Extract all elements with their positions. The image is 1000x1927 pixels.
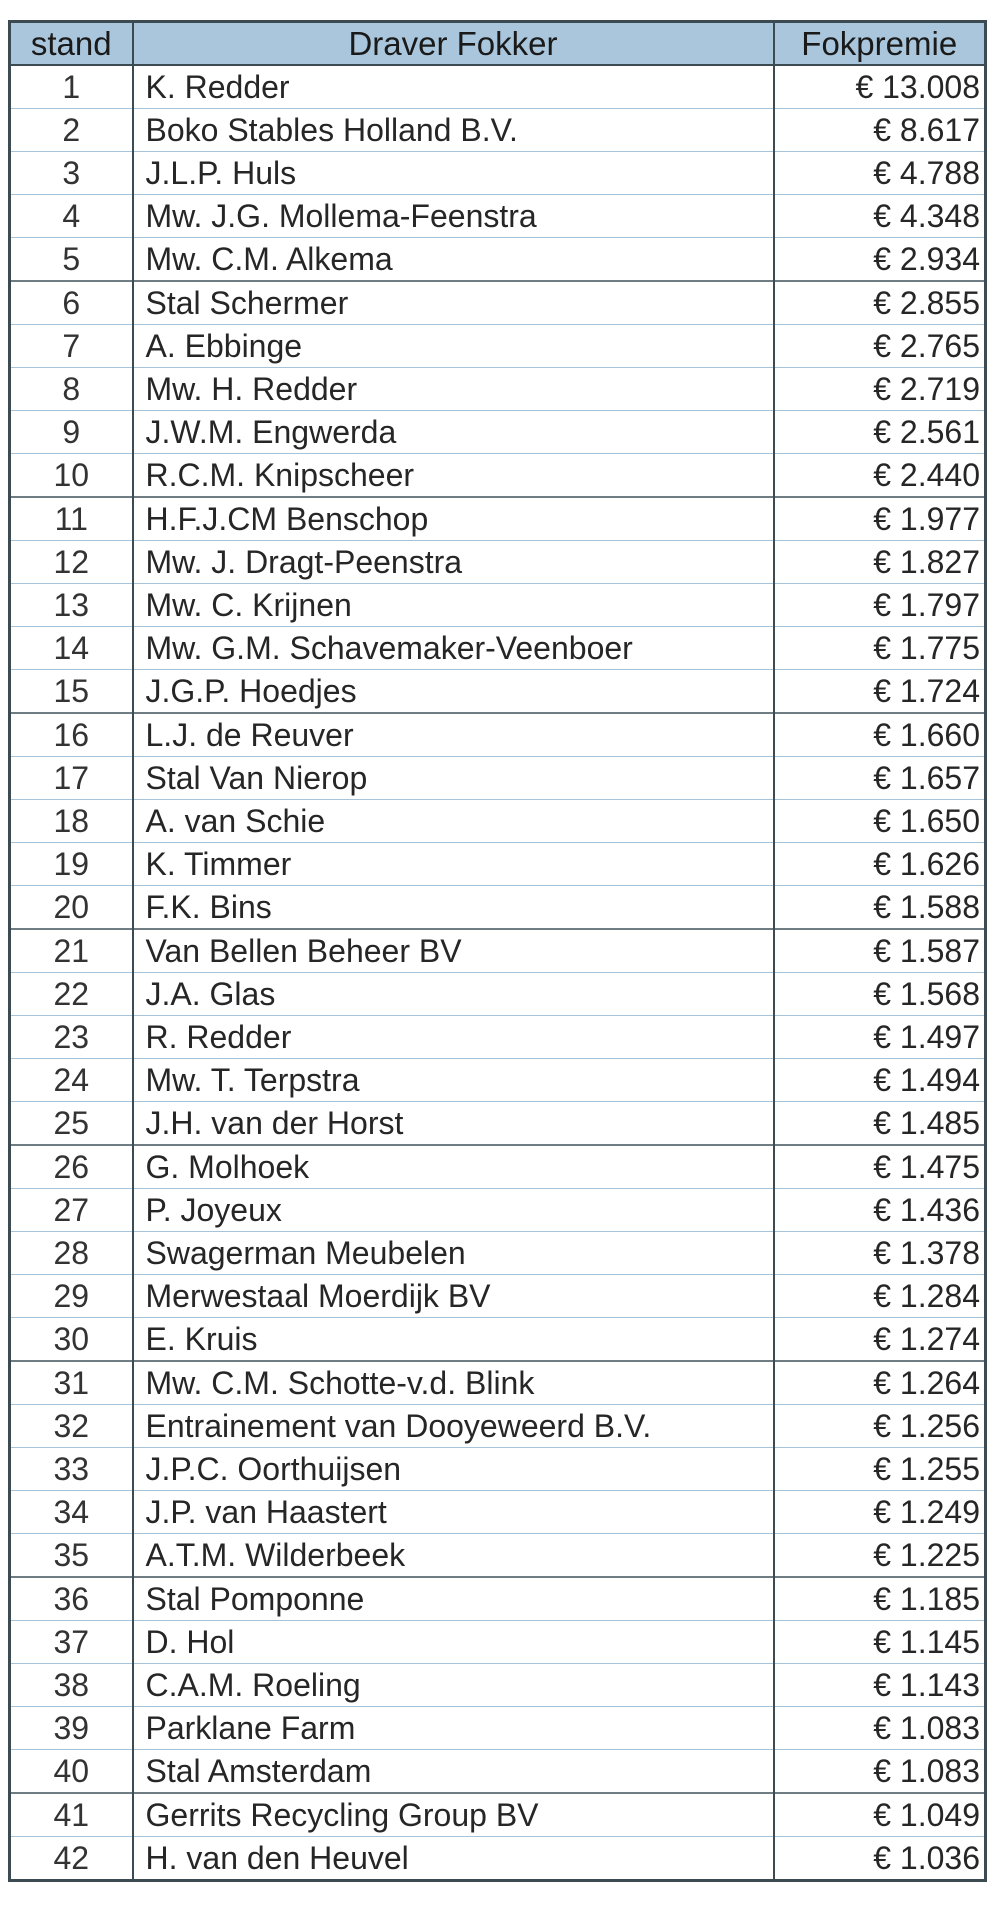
table-row [10, 152, 986, 195]
prize-cell: € 1.775 [774, 627, 986, 670]
breeder-cell: Mw. G.M. Schavemaker-Veenboer [133, 627, 774, 670]
prize-cell: € 2.855 [774, 281, 986, 325]
rank-cell: 31 [10, 1361, 133, 1405]
breeder-cell: Mw. H. Redder [133, 368, 774, 411]
rank-cell: 35 [10, 1534, 133, 1578]
table-row [10, 1534, 986, 1578]
table-row [10, 65, 986, 109]
breeder-cell: J.P. van Haastert [133, 1491, 774, 1534]
table-row [10, 1448, 986, 1491]
breeder-cell: Mw. J. Dragt-Peenstra [133, 541, 774, 584]
table-row [10, 713, 986, 757]
rank-cell: 38 [10, 1664, 133, 1707]
table-row [10, 627, 986, 670]
table-row [10, 541, 986, 584]
table-row [10, 411, 986, 454]
table-row [10, 886, 986, 930]
breeder-cell: A.T.M. Wilderbeek [133, 1534, 774, 1578]
breeder-cell: G. Molhoek [133, 1145, 774, 1189]
breeder-cell: K. Redder [133, 65, 774, 109]
prize-cell: € 2.561 [774, 411, 986, 454]
breeder-cell: Mw. C. Krijnen [133, 584, 774, 627]
rank-cell: 11 [10, 497, 133, 541]
prize-cell: € 2.440 [774, 454, 986, 498]
header-rank: stand [10, 22, 133, 66]
prize-cell: € 1.143 [774, 1664, 986, 1707]
rank-cell: 19 [10, 843, 133, 886]
rank-cell: 2 [10, 109, 133, 152]
breeder-cell: D. Hol [133, 1621, 774, 1664]
table-row [10, 1145, 986, 1189]
rank-cell: 39 [10, 1707, 133, 1750]
prize-cell: € 1.485 [774, 1102, 986, 1146]
table-row [10, 497, 986, 541]
rank-cell: 41 [10, 1793, 133, 1837]
table-row [10, 800, 986, 843]
table-row [10, 1750, 986, 1794]
prize-cell: € 2.765 [774, 325, 986, 368]
breeder-cell: J.P.C. Oorthuijsen [133, 1448, 774, 1491]
rank-cell: 26 [10, 1145, 133, 1189]
rank-cell: 27 [10, 1189, 133, 1232]
table-row [10, 929, 986, 973]
prize-cell: € 1.626 [774, 843, 986, 886]
table-row [10, 1837, 986, 1881]
breeder-cell: Swagerman Meubelen [133, 1232, 774, 1275]
breeder-cell: A. Ebbinge [133, 325, 774, 368]
table-row [10, 973, 986, 1016]
breeder-cell: Boko Stables Holland B.V. [133, 109, 774, 152]
prize-cell: € 1.225 [774, 1534, 986, 1578]
prize-cell: € 1.497 [774, 1016, 986, 1059]
rank-cell: 34 [10, 1491, 133, 1534]
table-row [10, 1707, 986, 1750]
prize-cell: € 1.083 [774, 1707, 986, 1750]
prize-cell: € 1.145 [774, 1621, 986, 1664]
table-row [10, 1059, 986, 1102]
rank-cell: 28 [10, 1232, 133, 1275]
table-row [10, 670, 986, 714]
breeder-cell: J.G.P. Hoedjes [133, 670, 774, 714]
prize-cell: € 2.934 [774, 238, 986, 282]
breeder-cell: H. van den Heuvel [133, 1837, 774, 1881]
rank-cell: 32 [10, 1405, 133, 1448]
rank-cell: 9 [10, 411, 133, 454]
table-row [10, 757, 986, 800]
table-row [10, 1361, 986, 1405]
prize-cell: € 13.008 [774, 65, 986, 109]
breeder-ranking-table [8, 20, 987, 1882]
breeder-cell: Stal Amsterdam [133, 1750, 774, 1794]
rank-cell: 36 [10, 1577, 133, 1621]
rank-cell: 8 [10, 368, 133, 411]
breeder-cell: Gerrits Recycling Group BV [133, 1793, 774, 1837]
table-row [10, 1318, 986, 1362]
prize-cell: € 4.788 [774, 152, 986, 195]
table-row [10, 281, 986, 325]
table-row [10, 1621, 986, 1664]
breeder-cell: P. Joyeux [133, 1189, 774, 1232]
rank-cell: 25 [10, 1102, 133, 1146]
table-row [10, 238, 986, 282]
prize-cell: € 1.724 [774, 670, 986, 714]
rank-cell: 17 [10, 757, 133, 800]
prize-cell: € 8.617 [774, 109, 986, 152]
prize-cell: € 1.827 [774, 541, 986, 584]
prize-cell: € 1.588 [774, 886, 986, 930]
rank-cell: 6 [10, 281, 133, 325]
prize-cell: € 1.083 [774, 1750, 986, 1794]
prize-cell: € 1.185 [774, 1577, 986, 1621]
table-row [10, 1405, 986, 1448]
table-row [10, 195, 986, 238]
rank-cell: 12 [10, 541, 133, 584]
breeder-cell: Mw. T. Terpstra [133, 1059, 774, 1102]
rank-cell: 23 [10, 1016, 133, 1059]
prize-cell: € 2.719 [774, 368, 986, 411]
prize-cell: € 1.587 [774, 929, 986, 973]
header-breeder: Draver Fokker [133, 22, 774, 66]
table-row [10, 1189, 986, 1232]
header-prize: Fokpremie [774, 22, 986, 66]
prize-cell: € 4.348 [774, 195, 986, 238]
prize-cell: € 1.249 [774, 1491, 986, 1534]
prize-cell: € 1.568 [774, 973, 986, 1016]
table-row [10, 1016, 986, 1059]
rank-cell: 24 [10, 1059, 133, 1102]
breeder-cell: H.F.J.CM Benschop [133, 497, 774, 541]
prize-cell: € 1.660 [774, 713, 986, 757]
prize-cell: € 1.049 [774, 1793, 986, 1837]
table-row [10, 1793, 986, 1837]
breeder-cell: Parklane Farm [133, 1707, 774, 1750]
prize-cell: € 1.284 [774, 1275, 986, 1318]
table-row [10, 1664, 986, 1707]
rank-cell: 42 [10, 1837, 133, 1881]
table-row [10, 843, 986, 886]
breeder-cell: Merwestaal Moerdijk BV [133, 1275, 774, 1318]
prize-cell: € 1.255 [774, 1448, 986, 1491]
table-row [10, 1275, 986, 1318]
breeder-ranking-sheet [8, 20, 984, 1882]
breeder-cell: Stal Pomponne [133, 1577, 774, 1621]
breeder-cell: Van Bellen Beheer BV [133, 929, 774, 973]
prize-cell: € 1.036 [774, 1837, 986, 1881]
breeder-cell: Stal Schermer [133, 281, 774, 325]
rank-cell: 3 [10, 152, 133, 195]
breeder-cell: R.C.M. Knipscheer [133, 454, 774, 498]
breeder-cell: Stal Van Nierop [133, 757, 774, 800]
breeder-cell: L.J. de Reuver [133, 713, 774, 757]
rank-cell: 22 [10, 973, 133, 1016]
rank-cell: 21 [10, 929, 133, 973]
rank-cell: 29 [10, 1275, 133, 1318]
rank-cell: 33 [10, 1448, 133, 1491]
breeder-cell: J.W.M. Engwerda [133, 411, 774, 454]
prize-cell: € 1.436 [774, 1189, 986, 1232]
table-row [10, 1491, 986, 1534]
breeder-cell: C.A.M. Roeling [133, 1664, 774, 1707]
prize-cell: € 1.657 [774, 757, 986, 800]
breeder-cell: F.K. Bins [133, 886, 774, 930]
table-row [10, 325, 986, 368]
rank-cell: 5 [10, 238, 133, 282]
prize-cell: € 1.274 [774, 1318, 986, 1362]
rank-cell: 4 [10, 195, 133, 238]
rank-cell: 37 [10, 1621, 133, 1664]
breeder-cell: J.A. Glas [133, 973, 774, 1016]
prize-cell: € 1.650 [774, 800, 986, 843]
header-row [10, 22, 986, 66]
rank-cell: 10 [10, 454, 133, 498]
rank-cell: 30 [10, 1318, 133, 1362]
breeder-cell: J.L.P. Huls [133, 152, 774, 195]
table-row [10, 1102, 986, 1146]
prize-cell: € 1.264 [774, 1361, 986, 1405]
breeder-cell: Mw. J.G. Mollema-Feenstra [133, 195, 774, 238]
table-row [10, 584, 986, 627]
prize-cell: € 1.494 [774, 1059, 986, 1102]
rank-cell: 14 [10, 627, 133, 670]
table-row [10, 1577, 986, 1621]
prize-cell: € 1.256 [774, 1405, 986, 1448]
rank-cell: 20 [10, 886, 133, 930]
rank-cell: 1 [10, 65, 133, 109]
rank-cell: 15 [10, 670, 133, 714]
breeder-cell: Mw. C.M. Alkema [133, 238, 774, 282]
rank-cell: 18 [10, 800, 133, 843]
rank-cell: 40 [10, 1750, 133, 1794]
breeder-cell: Entrainement van Dooyeweerd B.V. [133, 1405, 774, 1448]
breeder-cell: R. Redder [133, 1016, 774, 1059]
breeder-cell: J.H. van der Horst [133, 1102, 774, 1146]
breeder-cell: E. Kruis [133, 1318, 774, 1362]
rank-cell: 13 [10, 584, 133, 627]
rank-cell: 7 [10, 325, 133, 368]
prize-cell: € 1.977 [774, 497, 986, 541]
table-row [10, 368, 986, 411]
table-row [10, 109, 986, 152]
breeder-cell: K. Timmer [133, 843, 774, 886]
breeder-cell: Mw. C.M. Schotte-v.d. Blink [133, 1361, 774, 1405]
breeder-cell: A. van Schie [133, 800, 774, 843]
table-row [10, 454, 986, 498]
prize-cell: € 1.797 [774, 584, 986, 627]
prize-cell: € 1.475 [774, 1145, 986, 1189]
rank-cell: 16 [10, 713, 133, 757]
table-row [10, 1232, 986, 1275]
prize-cell: € 1.378 [774, 1232, 986, 1275]
